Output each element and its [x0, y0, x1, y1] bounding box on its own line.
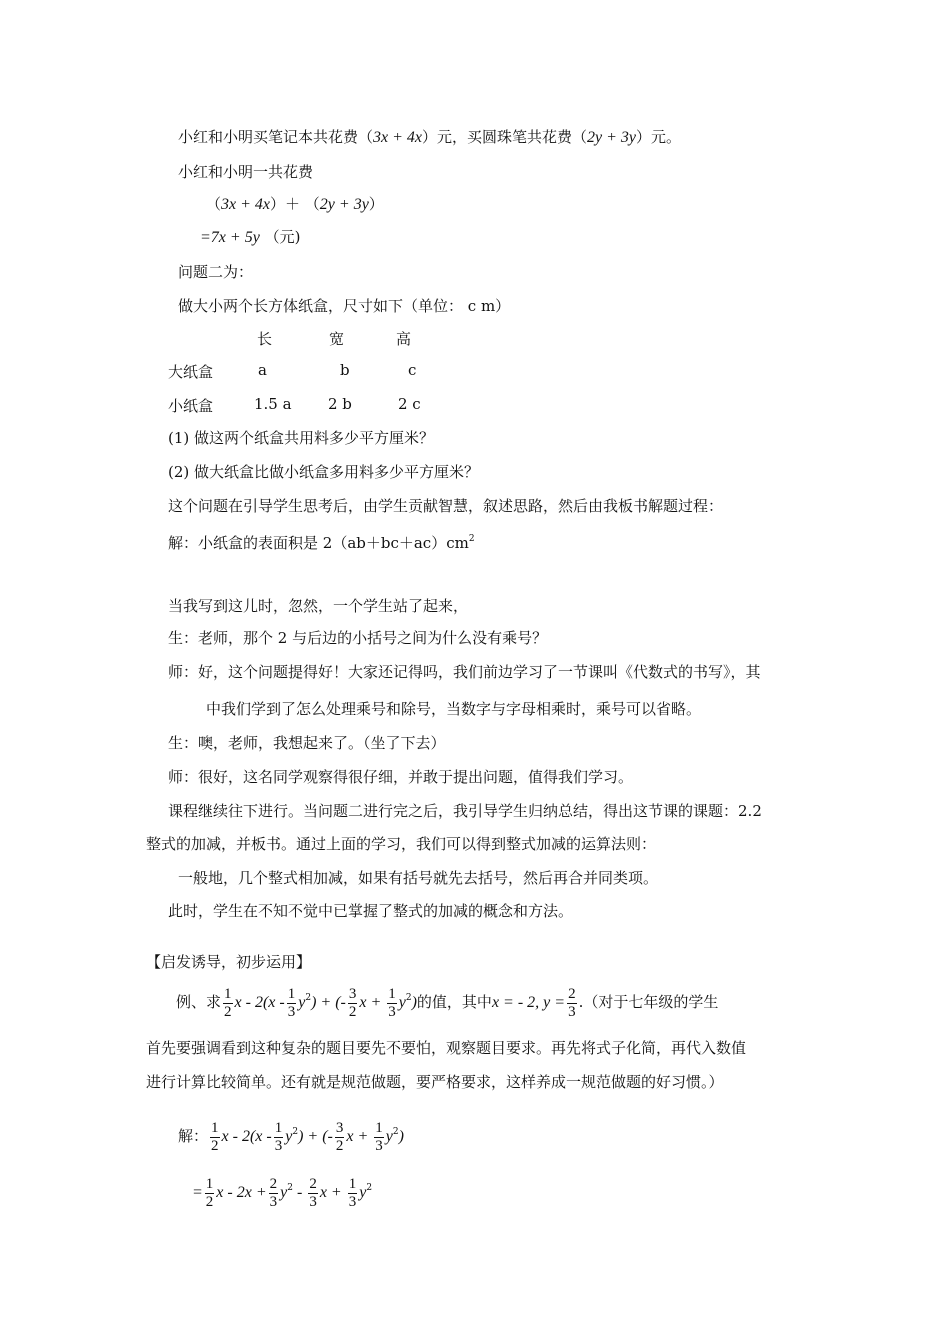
text: 例、求	[176, 993, 222, 1011]
expr-2y-3y: 2y + 3y	[319, 196, 369, 213]
text: ）	[368, 195, 384, 213]
section-heading: 【启发诱导，初步运用】	[146, 953, 312, 971]
line-box-intro: 做大小两个长方体纸盒，尺寸如下（单位： c m）	[178, 297, 511, 315]
text: （	[206, 195, 222, 213]
line-sum-result	[200, 227, 300, 248]
fraction: $\frac{1}{3}$	[274, 1119, 283, 1154]
question-2: (2) 做大纸盒比做小纸盒多用料多少平方厘米？	[168, 463, 480, 481]
line-lesson-title: 整式的加减，并板书。通过上面的学习，我们可以得到整式加减的运算法则：	[146, 835, 657, 853]
superscript: 2	[468, 534, 475, 544]
expr-2y-3y: 2y + 3y	[587, 129, 637, 146]
var: x	[346, 1128, 354, 1145]
line-rule: 一般地，几个整式相加减，如果有括号就先去括号，然后再合并同类项。	[178, 869, 659, 887]
fraction: $\frac{1}{2}$	[211, 1119, 219, 1154]
header-height: 高	[396, 330, 412, 348]
var: x	[216, 1184, 224, 1201]
expr-7x-5y: =7x + 5y	[200, 229, 260, 246]
solution-line-1	[178, 1112, 404, 1157]
text: 解：	[178, 1127, 209, 1145]
var: y	[280, 1184, 288, 1201]
op: +	[357, 1128, 369, 1145]
op: =	[192, 1184, 203, 1201]
var: y	[398, 994, 406, 1011]
text: ）＋ （	[270, 195, 320, 213]
expr-3x-4x: 3x + 4x	[221, 196, 271, 213]
text: .（对于七年级的学生	[578, 993, 719, 1011]
row-label: 大纸盒	[168, 363, 214, 381]
fraction: $\frac{2}{3}$	[269, 1175, 278, 1210]
superscript: 2	[292, 1127, 299, 1137]
line-teacher-praise: 师：很好，这名同学观察得很仔细，并敢于提出问题，值得我们学习。	[168, 768, 634, 786]
solution-line-2	[192, 1168, 372, 1213]
op: - 2(x -	[232, 1128, 272, 1145]
text: ）元，买圆珠笔共花费（	[422, 128, 588, 146]
text: 小红和小明买笔记本共花费（	[178, 128, 374, 146]
superscript: 2	[287, 1183, 293, 1193]
op: )	[398, 1128, 404, 1145]
superscript: 2	[366, 1183, 373, 1193]
op: -	[296, 1184, 303, 1201]
op: )	[411, 994, 417, 1011]
fraction: $\frac{1}{3}$	[375, 1119, 383, 1154]
line-sum-expression	[206, 194, 384, 215]
header-width: 宽	[329, 330, 345, 348]
line-problem-two: 问题二为：	[178, 263, 254, 281]
superscript: 2	[405, 993, 412, 1003]
line-total-cost: 小红和小明一共花费	[178, 163, 314, 181]
op: ) + (-	[311, 994, 346, 1011]
expr-3x-4x: 3x + 4x	[373, 129, 423, 146]
table-cell: a	[258, 361, 267, 379]
table-cell: b	[340, 361, 350, 379]
line-teacher-answer-cont: 中我们学到了怎么处理乘号和除号，当数字与字母相乘时，乘号可以省略。	[206, 700, 702, 718]
line-student-stands: 当我写到这儿时，忽然，一个学生站了起来，	[168, 597, 469, 615]
fraction: $\frac{1}{2}$	[205, 1175, 214, 1210]
var: y	[285, 1128, 293, 1145]
table-cell: 1.5 a	[254, 395, 292, 413]
var: x	[234, 994, 242, 1011]
text: ）元。	[636, 128, 682, 146]
fraction: $\frac{1}{3}$	[388, 985, 396, 1020]
question-1: (1) 做这两个纸盒共用料多少平方厘米？	[168, 429, 435, 447]
fraction: $\frac{1}{2}$	[224, 985, 232, 1020]
op: ) + (-	[298, 1128, 333, 1145]
op: - 2x +	[227, 1184, 267, 1201]
fraction: $\frac{1}{3}$	[287, 985, 296, 1020]
text: 解：小纸盒的表面积是 2（ab＋bc＋ac）cm	[168, 534, 469, 552]
line-mastery: 此时，学生在不知不觉中已掌握了整式的加减的概念和方法。	[168, 902, 574, 920]
var: x	[319, 1184, 327, 1201]
op: +	[370, 994, 382, 1011]
line-teacher-answer: 师：好，这个问题提得好！大家还记得吗，我们前边学习了一节课叫《代数式的书写》，其	[168, 663, 761, 681]
text: 的值，其中	[416, 993, 492, 1011]
example-line	[176, 978, 718, 1023]
line-student-reply: 生：噢，老师，我想起来了。（坐了下去）	[168, 734, 446, 752]
line-student-question: 生：老师，那个 2 与后边的小括号之间为什么没有乘号？	[168, 629, 548, 647]
superscript: 2	[392, 1127, 399, 1137]
var: y	[385, 1128, 393, 1145]
line-comment-1: 首先要强调看到这种复杂的题目要先不要怕，观察题目要求。再先将式子化简，再代入数值	[146, 1039, 747, 1057]
table-cell: c	[408, 361, 417, 379]
table-cell: 2 b	[328, 395, 352, 413]
op: - 2(x -	[245, 994, 285, 1011]
condition: x = - 2, y =	[491, 994, 566, 1011]
op: +	[330, 1184, 342, 1201]
line-lesson-continue: 课程继续往下进行。当问题二进行完之后，我引导学生归纳总结，得出这节课的课题：2.2	[168, 802, 762, 820]
table-cell: 2 c	[398, 395, 421, 413]
line-notebook-cost	[178, 127, 681, 148]
fraction: $\frac{2}{3}$	[568, 985, 576, 1020]
fraction: $\frac{1}{3}$	[348, 1175, 357, 1210]
line-solution-start	[168, 529, 475, 553]
fraction: $\frac{2}{3}$	[309, 1175, 317, 1210]
var: y	[298, 994, 306, 1011]
fraction: $\frac{3}{2}$	[348, 985, 357, 1020]
line-guidance: 这个问题在引导学生思考后，由学生贡献智慧，叙述思路，然后由我板书解题过程：	[168, 497, 724, 515]
var: x	[221, 1128, 229, 1145]
var: x	[359, 994, 367, 1011]
var: y	[359, 1184, 367, 1201]
row-label: 小纸盒	[168, 397, 214, 415]
fraction: $\frac{3}{2}$	[335, 1119, 344, 1154]
superscript: 2	[305, 993, 312, 1003]
line-comment-2: 进行计算比较简单。还有就是规范做题，要严格要求，这样养成一规范做题的好习惯。）	[146, 1073, 724, 1091]
header-length: 长	[257, 330, 273, 348]
unit: （元)	[264, 228, 301, 246]
